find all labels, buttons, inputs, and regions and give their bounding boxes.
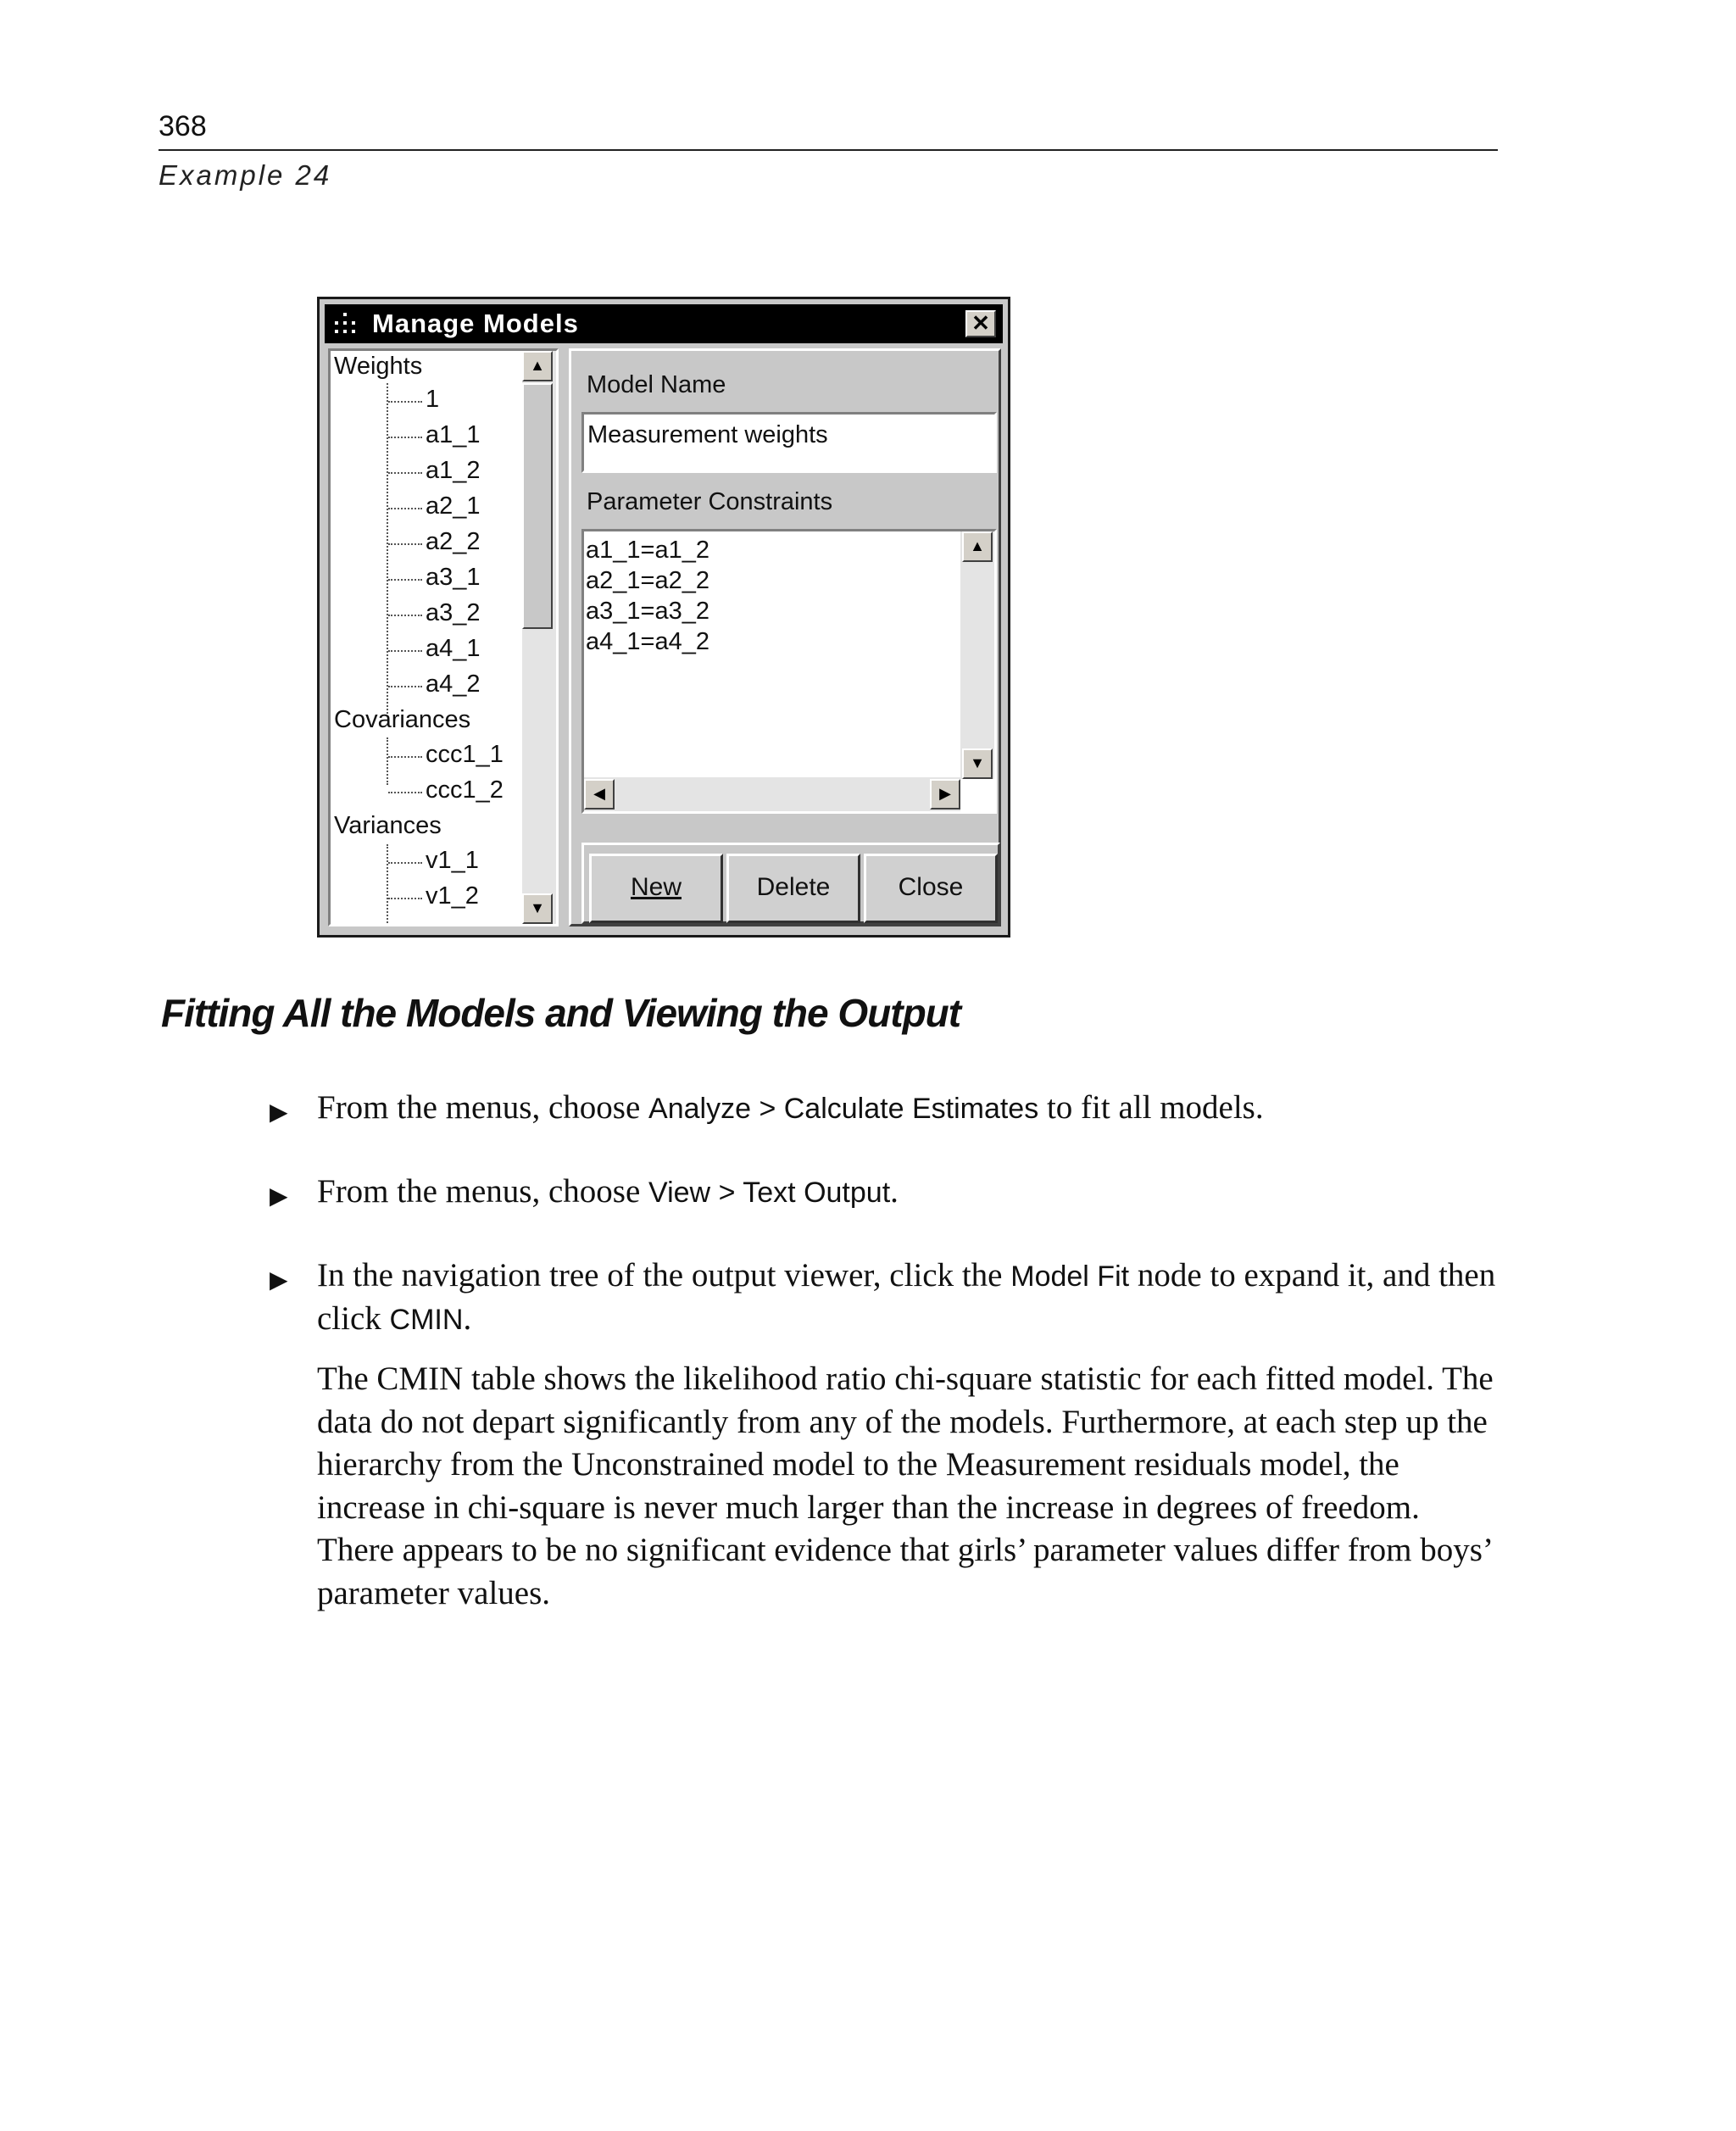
tree-branch [388,756,422,758]
bullet-arrow-icon: ▶ [270,1099,288,1126]
node-ref: Model Fit [1010,1260,1130,1293]
tree-item[interactable]: a1_1 [426,421,481,448]
bullet-arrow-icon: ▶ [270,1267,288,1294]
model-details-panel [569,348,1001,926]
constraints-horizontal-scrollbar[interactable] [584,777,960,811]
dialog-title: Manage Models [372,309,579,338]
tree-item[interactable]: a1_2 [426,457,481,484]
delete-button-label: Delete [756,873,831,901]
constraints-vertical-scrollbar[interactable] [960,531,994,779]
tree-item[interactable]: ccc1_2 [426,776,504,804]
tree-branch [388,898,422,899]
constraint-line: a4_1=a4_2 [586,628,709,655]
tree-branch [388,686,422,687]
tree-item[interactable]: a3_1 [426,564,481,591]
tree-item[interactable]: 1 [426,386,440,413]
parameter-constraints-label: Parameter Constraints [587,488,833,515]
menu-item-ref: Calculate Estimates [783,1093,1039,1125]
app-icon [331,311,357,338]
tree-branch [388,792,422,793]
tree-scrollbar[interactable] [522,351,556,924]
step-2 [317,1171,1504,1214]
tree-item[interactable]: v1_1 [426,847,479,874]
tree-group-covariances[interactable]: Covariances [334,706,471,733]
tree-item[interactable]: a2_2 [426,528,481,555]
step-1 [317,1087,1504,1130]
manage-models-dialog [317,297,1010,938]
menu-separator: > [710,1177,743,1209]
model-name-label: Model Name [587,371,726,398]
tree-branch [388,650,422,652]
new-button[interactable] [589,854,723,923]
tree-group-variances[interactable]: Variances [334,812,442,839]
parameter-constraints-textarea[interactable] [581,529,997,814]
constraint-line: a2_1=a2_2 [586,567,709,594]
tree-branch [388,862,422,864]
step-text: In the navigation tree of the output viewer, click the [317,1257,1011,1294]
step-text: to fit all models. [1038,1089,1264,1126]
delete-button[interactable] [726,854,860,923]
tree-item[interactable]: ccc1_1 [426,741,504,768]
dialog-titlebar[interactable] [325,304,1003,343]
menu-item-ref: View [648,1177,711,1209]
close-button-label: Close [898,873,964,901]
tree-item[interactable]: a3_2 [426,599,481,626]
menu-item-ref: Analyze [648,1093,751,1125]
close-icon[interactable]: ✕ [965,310,996,337]
tree-item[interactable]: a2_1 [426,492,481,520]
menu-item-ref: Text Output [743,1177,891,1209]
new-button-label: New [630,873,682,901]
tree-branch [388,508,422,509]
running-head: Example 24 [159,159,332,191]
constraints-text [586,535,709,657]
step-text: From the menus, choose [317,1089,649,1126]
scroll-right-icon[interactable]: ▶ [930,779,960,810]
bullet-arrow-icon: ▶ [270,1183,288,1210]
tree-item[interactable]: a4_2 [426,670,481,698]
model-tree-panel [328,348,559,926]
tree-branch [388,437,422,438]
scroll-thumb[interactable] [522,383,553,629]
tree-connector [387,844,388,926]
page-number: 368 [159,110,207,142]
step-text: . [463,1300,472,1337]
step-3 [317,1255,1504,1341]
step-text: node to expand it, and then click [317,1257,1496,1337]
tree-group-weights[interactable]: Weights [334,353,423,380]
tree-connector [387,383,388,714]
parameter-tree [331,351,526,924]
constraint-line: a1_1=a1_2 [586,537,709,564]
node-ref: CMIN [389,1304,464,1336]
model-name-input[interactable]: Measurement weights [581,412,997,473]
step-text: . [890,1173,899,1210]
section-heading: Fitting All the Models and Viewing the Output [161,991,961,1035]
tree-branch [388,543,422,545]
tree-item[interactable]: a4_1 [426,635,481,662]
constraint-line: a3_1=a3_2 [586,598,709,625]
step-text: From the menus, choose [317,1173,649,1210]
scroll-down-icon[interactable]: ▼ [962,748,993,779]
tree-connector [387,737,388,785]
body-paragraph: The CMIN table shows the likelihood ratio chi-square statistic for each fitted model. The data do not depart significantly from any of the models. Furthermore, at each step up the hierarchy from the Unconstrained model to the Measurement residuals model, the increase in chi-square is never much larger than the increase in degrees of freedom. There appears to be no significant evidence that girls’ parameter values differ from boys’ parameter values. [317,1360,1494,1611]
scroll-up-icon[interactable]: ▲ [962,531,993,562]
dialog-button-row [581,843,1000,924]
tree-branch [388,579,422,581]
tree-branch [388,472,422,474]
header-rule [159,149,1498,151]
tree-branch [388,401,422,403]
tree-item[interactable]: v1_2 [426,882,479,910]
scroll-up-icon[interactable]: ▲ [522,351,553,381]
close-button[interactable] [864,854,998,923]
menu-separator: > [751,1093,784,1125]
scroll-down-icon[interactable]: ▼ [522,893,553,924]
scroll-left-icon[interactable]: ◀ [584,779,615,810]
tree-branch [388,615,422,616]
